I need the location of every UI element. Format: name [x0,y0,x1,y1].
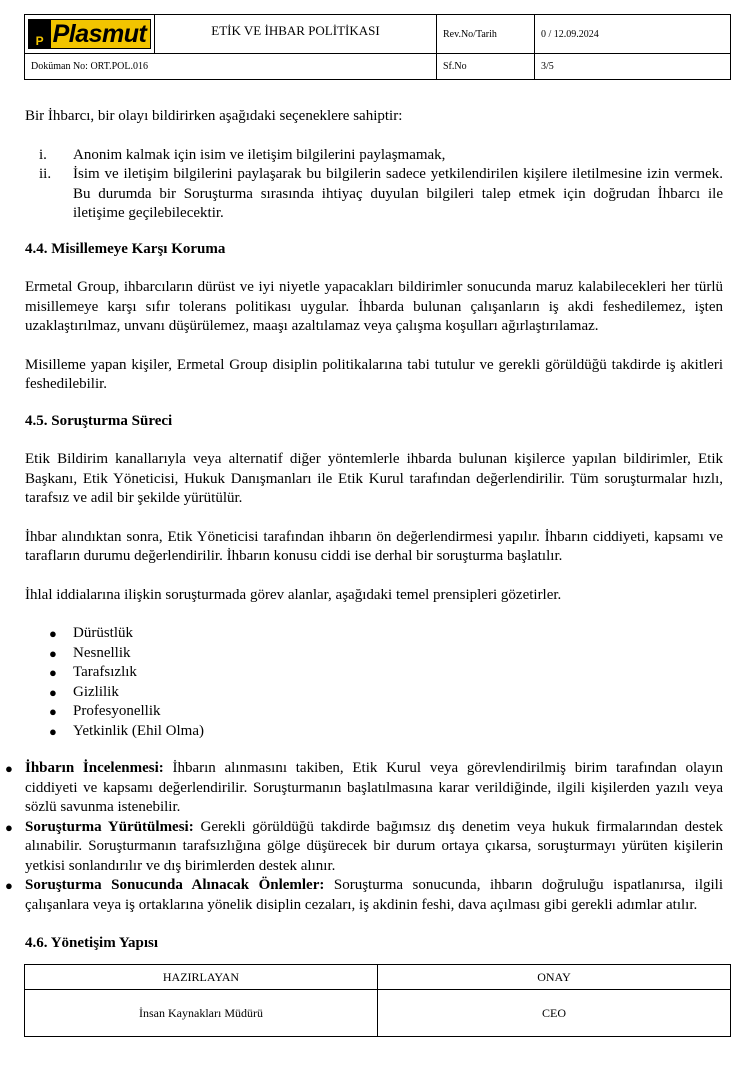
bullet-icon: ● [49,645,57,661]
table-cell-approval: CEO [378,990,731,1037]
rev-label: Rev.No/Tarih [437,15,535,54]
document-body [5,107,724,954]
section-heading-4-5: 4.5. Soruşturma Süreci [25,412,173,429]
principles-list [25,624,723,741]
list-item [5,818,724,877]
table-header-prepared: HAZIRLAYAN [25,965,378,990]
list-item [49,683,723,703]
bullet-icon: ● [49,626,57,641]
item-text: Gizlilik [73,683,119,700]
step-text: İhbarın alınmasını takiben, Etik Kurul veya görevlendirilmiş birim tarafından olayın ciddiyeti ve kapsamı değerlendirilir. Soruşturmanın başlatılmasına karar verildiğinde, ilgili kişilerden yazılı veya sözlü savunma istenebilir. [25,760,724,815]
governance-table [24,964,731,1037]
step-title: Soruşturma Yürütülmesi: [25,818,194,835]
list-item [49,644,723,664]
item-text: İsim ve iletişim bilgilerini paylaşarak bu bilgilerin sadece yetkilendirilen kişilere iletilmesine izin vermek. Bu durumda bir Soruşturma sırasında ihtiyaç duyulan bilgileri talep etmek için doğrudan İhbarcı ile iletişime geçilebilecektir. [73,166,723,221]
bullet-icon: ● [5,878,13,893]
item-number: i. [39,146,47,163]
logo-cell [25,15,155,54]
rev-value: 0 / 12.09.2024 [535,15,731,54]
page-number: 3/5 [535,54,731,80]
list-item [49,624,723,644]
list-item [25,165,723,224]
paragraph: Etik Bildirim kanallarıyla veya alternatif diğer yöntemlerle ihbarda bulunan kişilerce yapılan bildirimler, Etik Başkanı, Etik Yöneticisi, Hukuk Danışmanları ile Etik Kurul tarafından değerlendirilir. Tüm soruşturmalar hızlı, tarafsız ve adil bir şekilde yürütülür. [25,451,723,506]
list-item [25,146,723,166]
paragraph: Ermetal Group, ihbarcıların dürüst ve iyi niyetle yapacakları bildirimler sonucunda maruz kalabilecekleri her türlü misillemeye karşı sıfır tolerans politikası uygular. İhbarda bulunan çalışanların iş akdi feshedilemez, işten uzaklaştırılmaz, unvanı düşürülemez, maaşı azaltılamaz veya çalışma koşulları ağırlaştırılamaz. [25,279,723,334]
item-text: Dürüstlük [73,625,133,641]
company-logo [25,15,154,53]
step-text: Gerekli görüldüğü takdirde bağımsız dış denetim veya hukuk firmalarından destek alınabilir. Soruşturmanın tarafsızlığına gölge düşürecek bir durum ortaya çıkarsa, soruşturmayı yürüten kişilerin yetkisi sonlandırılır ve dış birimlerden destek alınır. [25,818,724,874]
item-text: Nesnellik [73,644,131,661]
bullet-icon: ● [49,704,57,719]
paragraph: Misilleme yapan kişiler, Ermetal Group disiplin politikalarına tabi tutulur ve gerekli görüldüğü takdirde iş akitleri feshedilebilir. [25,356,723,392]
document-header [24,14,731,80]
intro-paragraph: Bir İhbarcı, bir olayı bildirirken aşağıdaki seçeneklere sahiptir: [25,108,403,124]
step-text: Soruşturma sonucunda, ihbarın doğruluğu ispatlanırsa, ilgili çalışanlara veya iş ortaklarına yönelik disiplin cezaları, iş akdinin feshi, dava açılması gibi gerekli adımlar atılır. [25,877,723,913]
bullet-icon: ● [49,665,57,680]
process-steps-list [5,759,724,915]
list-item [49,702,723,722]
paragraph: İhbar alındıktan sonra, Etik Yöneticisi tarafından ihbarın ön değerlendirmesi yapılır. İhbarın ciddiyeti, kapsamı ve tarafların durumu değerlendirilir. İhbarın konusu ciddi ise derhal bir soruşturma başlatılır. [25,528,723,564]
section-heading-4-6: 4.6. Yönetişim Yapısı [25,935,159,951]
item-number: ii. [39,166,52,182]
document-title: ETİK VE İHBAR POLİTİKASI [155,15,437,54]
list-item [5,759,724,818]
item-text: Profesyonellik [73,703,161,719]
section-heading-4-4: 4.4. Misillemeye Karşı Koruma [25,240,226,257]
step-title: İhbarın İncelenmesi: [25,760,164,776]
bullet-icon: ● [5,819,13,835]
list-item [49,663,723,683]
table-header-approval: ONAY [378,965,731,990]
bullet-icon: ● [49,723,57,739]
options-list [25,146,723,224]
document-number: Doküman No: ORT.POL.016 [25,54,437,80]
paragraph: İhlal iddialarına ilişkin soruşturmada görev alanlar, aşağıdaki temel prensipleri gözetirler. [25,586,562,603]
bullet-icon: ● [5,761,13,776]
list-item [5,876,723,915]
logo-text: Plasmut [52,20,147,48]
list-item [49,722,723,742]
item-text: Anonim kalmak için isim ve iletişim bilgilerini paylaşmamak, [73,146,446,163]
item-text: Yetkinlik (Ehil Olma) [73,722,204,739]
step-title: Soruşturma Sonucunda Alınacak Önlemler: [25,877,325,893]
table-cell-prepared: İnsan Kaynakları Müdürü [25,990,378,1037]
bullet-icon: ● [49,684,57,700]
item-text: Tarafsızlık [73,664,137,680]
page-label: Sf.No [437,54,535,80]
logo-mark: P [29,20,51,48]
